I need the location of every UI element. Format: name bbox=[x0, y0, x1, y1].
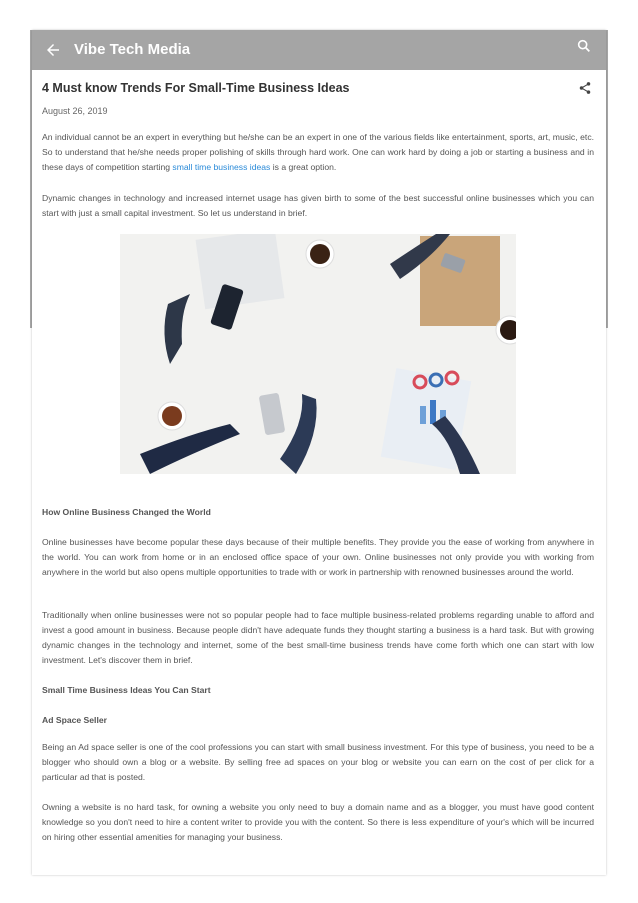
paragraph: Owning a website is no hard task, for owning a website you only need to buy a domain name and as a blogger, you must have good content knowledge so you don't need to hire a content writer to provide you with the content. So there is less expenditure of your's which will be incurred on hiring other essential amenities for managing your business. bbox=[42, 802, 594, 842]
paragraph bbox=[42, 130, 594, 175]
paragraph: Dynamic changes in technology and increased internet usage has given birth to some of the best successful online businesses which you can start with just a small capital investment. So let us understand in brief. bbox=[42, 193, 594, 218]
paragraph: Traditionally when online businesses were not so popular people had to face multiple business-related problems regarding unable to afford and invest a good amount in business. Because people didn't have adequate funds they thought starting a business is a hard task. But with growing dynamic changes in the technology and internet, some of the best small-time business trends have come forth which one can start with low investment. Let's discover them in brief. bbox=[42, 610, 594, 665]
arrow-left-icon[interactable] bbox=[44, 41, 62, 59]
site-title[interactable]: Vibe Tech Media bbox=[74, 41, 191, 58]
section-heading: Small Time Business Ideas You Can Start bbox=[42, 685, 211, 695]
app-frame bbox=[32, 30, 606, 875]
post-title: 4 Must know Trends For Small-Time Business Ideas bbox=[42, 81, 350, 95]
paragraph: Being an Ad space seller is one of the cool professions you can start with small business investment. For this type of business, you need to be a blogger who should own a blog or a website. By selling free ad spaces on your blog or website you can earn on the cost of per click for a particular ad that is posted. bbox=[42, 742, 594, 782]
paragraph-text: is a great option. bbox=[270, 162, 337, 172]
paragraph: Online businesses have become popular these days because of their multiple benefits. They provide you the ease of working from anywhere in the world. You can work from home or in an enclosed office space of your own. Online businesses not only provide you with working from anywhere in the world but also opens multiple opportunities to trade with or work in partnership with renowned businesses around the world. bbox=[42, 537, 594, 577]
paragraph-text: An individual cannot be an expert in everything but he/she can be an expert in one of the various fields like entertainment, sports, art, music, etc. So to understand that he/she needs proper polishing of skills through hard work. One can work hard by doing a job or starting a business and in these days of competition starting bbox=[42, 132, 594, 172]
search-icon[interactable] bbox=[576, 38, 592, 54]
post-date: August 26, 2019 bbox=[42, 106, 108, 116]
section-heading: Ad Space Seller bbox=[42, 715, 107, 725]
section-heading: How Online Business Changed the World bbox=[42, 507, 211, 517]
post-card bbox=[32, 70, 606, 875]
share-icon[interactable] bbox=[578, 81, 592, 95]
featured-image bbox=[120, 234, 516, 474]
small-business-ideas-link[interactable]: small time business ideas bbox=[172, 162, 271, 172]
top-bar bbox=[32, 30, 606, 70]
